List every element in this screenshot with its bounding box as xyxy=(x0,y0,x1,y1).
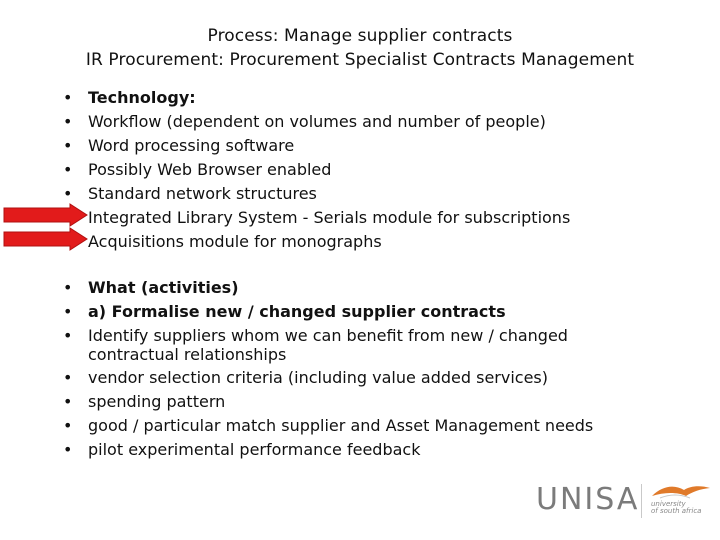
right-arrow-icon xyxy=(4,228,87,250)
list-item-text: Word processing software xyxy=(88,136,295,155)
list-item-text: Possibly Web Browser enabled xyxy=(88,160,332,179)
list-item-text: spending pattern xyxy=(88,392,226,411)
bullet-icon: • xyxy=(63,278,73,297)
list-item-text: Identify suppliers whom we can benefit from new / changed xyxy=(88,326,568,345)
bullet-icon: • xyxy=(63,326,73,345)
list-item-text: Acquisitions module for monographs xyxy=(88,232,382,251)
right-arrow-icon xyxy=(4,204,87,226)
bullet-icon: • xyxy=(63,302,73,321)
slide-title-line2: IR Procurement: Procurement Specialist Contracts Management xyxy=(85,50,635,70)
slide-title-line1: Process: Manage supplier contracts xyxy=(207,26,513,46)
logo-tagline-line1: university xyxy=(651,500,686,508)
logo-bird-icon xyxy=(650,482,712,500)
logo-divider xyxy=(641,484,642,518)
logo-wordmark: UNISA xyxy=(536,482,640,517)
list-item-text: Integrated Library System - Serials module for subscriptions xyxy=(88,208,571,227)
activities-heading: What (activities) xyxy=(88,278,239,297)
list-item-text: good / particular match supplier and Asset Management needs xyxy=(88,416,594,435)
technology-heading: Technology: xyxy=(88,88,196,107)
list-item-text: vendor selection criteria (including value added services) xyxy=(88,368,548,387)
list-item-text: Workflow (dependent on volumes and number of people) xyxy=(88,112,546,131)
bullet-icon: • xyxy=(63,184,73,203)
list-item-text: pilot experimental performance feedback xyxy=(88,440,421,459)
list-item-text: Standard network structures xyxy=(88,184,317,203)
bullet-icon: • xyxy=(63,416,73,435)
logo-tagline xyxy=(651,501,711,515)
bullet-icon: • xyxy=(63,136,73,155)
list-item-text: contractual relationships xyxy=(88,345,287,364)
bullet-icon: • xyxy=(63,112,73,131)
bullet-icon: • xyxy=(63,368,73,387)
bullet-icon: • xyxy=(63,440,73,459)
bullet-icon: • xyxy=(63,392,73,411)
bullet-icon: • xyxy=(63,160,73,179)
activities-subheading: a) Formalise new / changed supplier contracts xyxy=(88,302,506,321)
logo-tagline-line2: of south africa xyxy=(651,507,702,515)
bullet-icon: • xyxy=(63,88,73,107)
